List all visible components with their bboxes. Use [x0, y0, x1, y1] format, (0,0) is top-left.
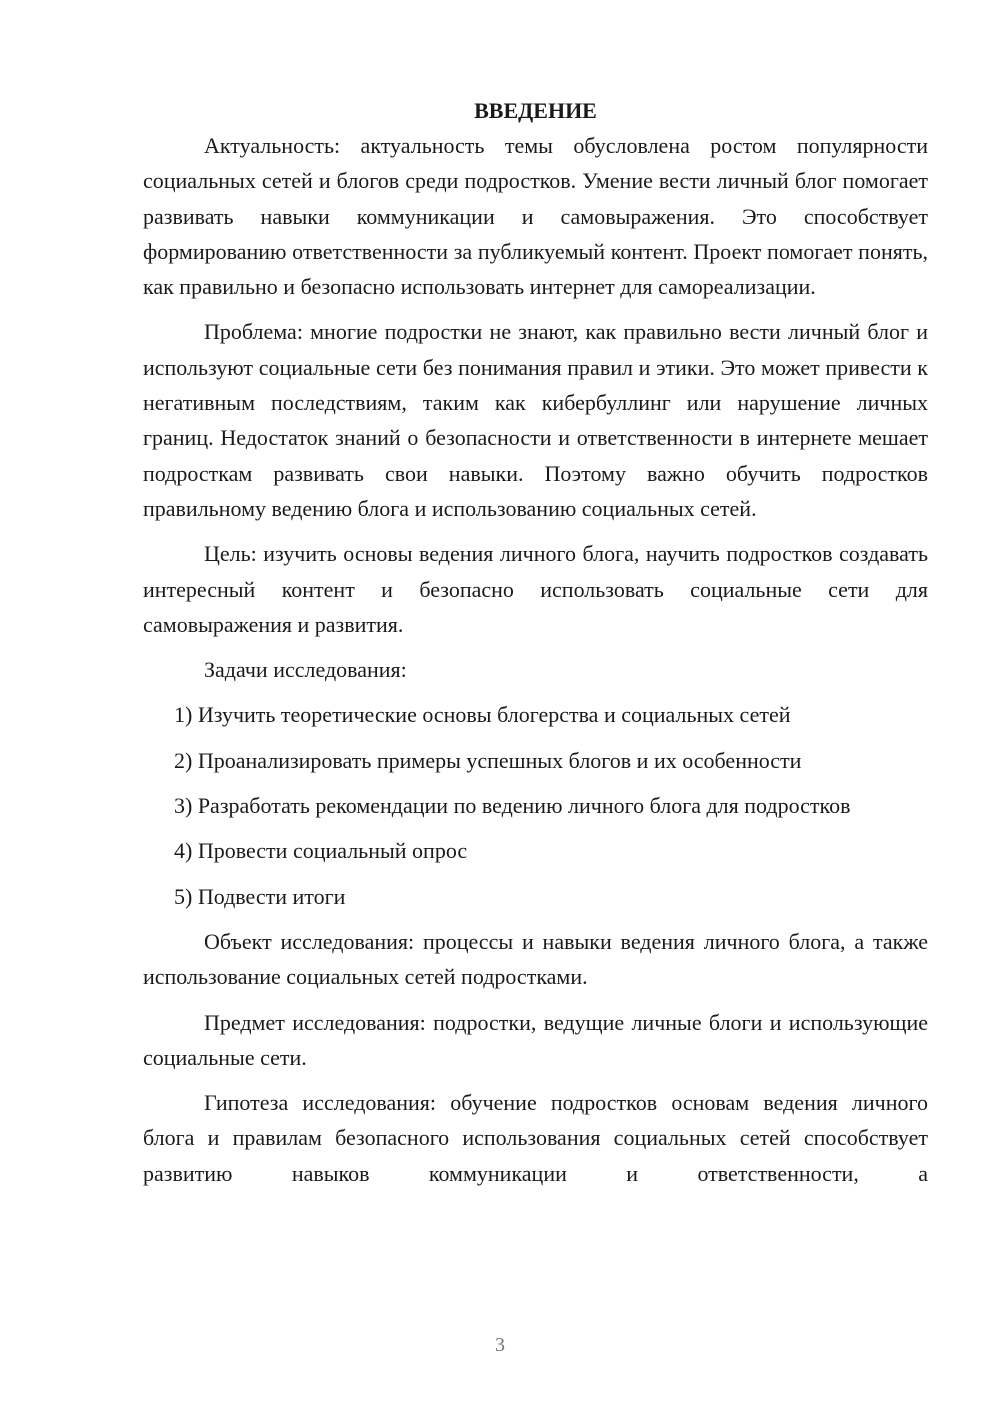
task-item: 2) Проанализировать примеры успешных блогов и их особенности	[174, 747, 802, 773]
hypothesis-paragraph: Гипотеза исследования: обучение подростков основам ведения личного блога и правилам безопасного использования социальных сетей способствует развитию навыков коммуникации и ответственности, а	[143, 1090, 928, 1186]
task-item: 5) Подвести итоги	[174, 883, 346, 909]
subject-paragraph: Предмет исследования: подростки, ведущие личные блоги и использующие социальные сети.	[143, 1009, 928, 1070]
task-item: 1) Изучить теоретические основы блогерства и социальных сетей	[174, 702, 791, 728]
task-item: 4) Провести социальный опрос	[174, 838, 468, 864]
tasks-title: Задачи исследования:	[204, 657, 407, 683]
page-number: 3	[495, 1334, 505, 1356]
goal-paragraph: Цель: изучить основы ведения личного блога, научить подростков создавать интересный контент и безопасно использовать социальные сети для самовыражения и развития.	[143, 541, 928, 637]
object-paragraph: Объект исследования: процессы и навыки ведения личного блога, а также использование социальных сетей подростками.	[143, 928, 928, 990]
section-heading: ВВЕДЕНИЕ	[474, 98, 597, 123]
task-item: 3) Разработать рекомендации по ведению личного блога для подростков	[174, 793, 851, 819]
relevance-paragraph: Актуальность: актуальность темы обусловлена ростом популярности социальных сетей и блогов среди подростков. Умение вести личный блог помогает развивать навыки коммуникации и самовыражения. Это способствует формированию ответственности за публикуемый контент. Проект помогает понять, как правильно и безопасно использовать интернет для самореализации.	[143, 133, 928, 300]
problem-paragraph: Проблема: многие подростки не знают, как правильно вести личный блог и используют социальные сети без понимания правил и этики. Это может привести к негативным последствиям, таким как кибербуллинг или нарушение личных границ. Недостаток знаний о безопасности и ответственности в интернете мешает подросткам развивать свои навыки. Поэтому важно обучить подростков правильному ведению блога и использованию социальных сетей.	[143, 319, 928, 521]
page-content	[143, 96, 928, 1191]
